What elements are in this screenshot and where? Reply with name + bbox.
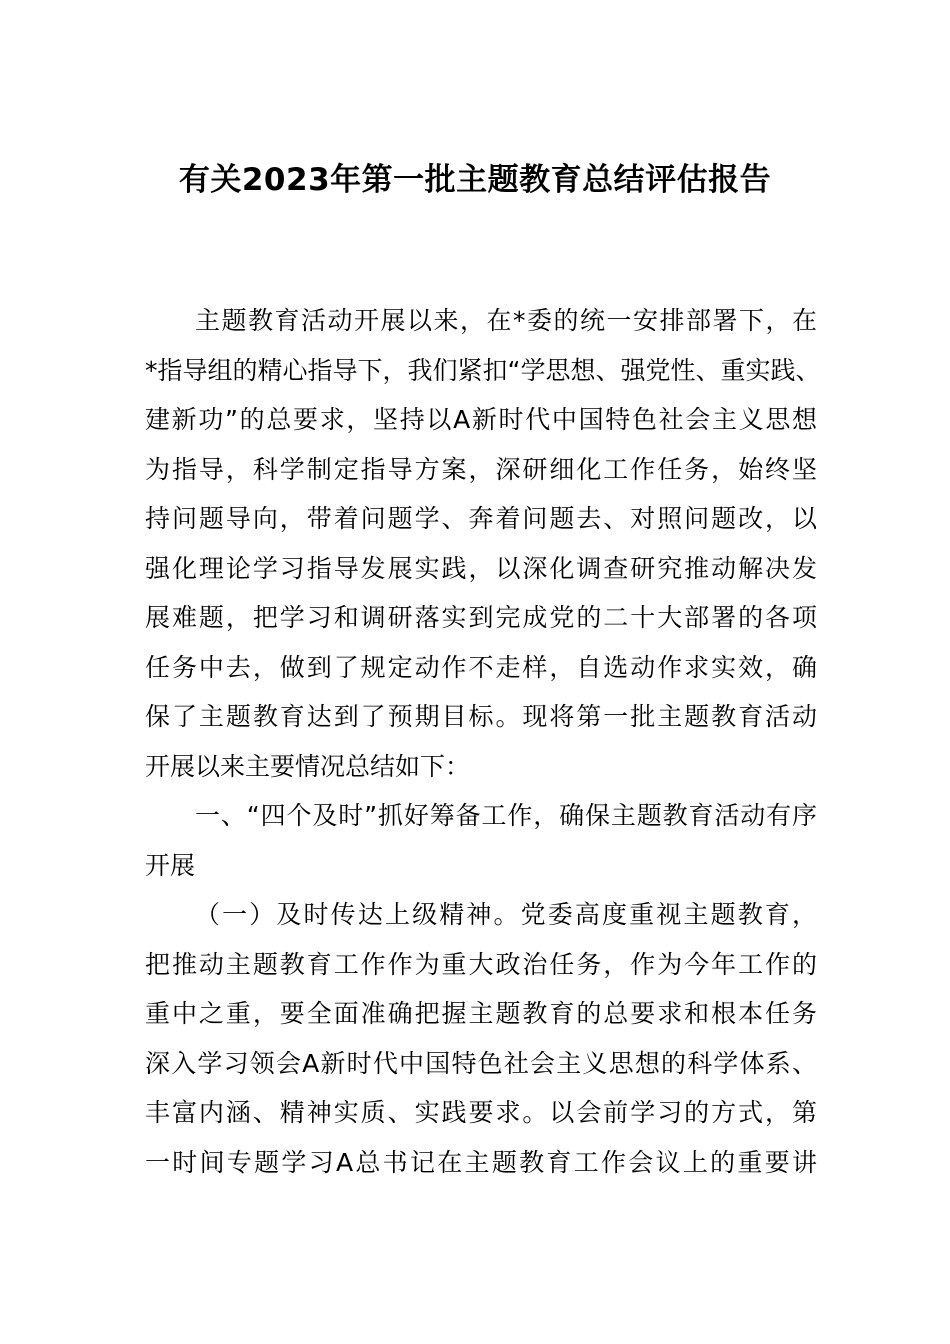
section-heading-line: 一、“四个及时”抓好筹备工作，确保主题教育活动有序	[195, 801, 817, 830]
paragraph-line: （一）及时传达上级精神。党委高度重视主题教育，	[195, 900, 817, 929]
paragraph-line: 一时间专题学习A总书记在主题教育工作会议上的重要讲	[145, 1147, 817, 1177]
paragraph-line: 丰富内涵、精神实质、实践要求。以会前学习的方式，第	[145, 1098, 817, 1127]
paragraph-line: 持问题导向，带着问题学、奔着问题去、对照问题改，以	[145, 504, 817, 533]
document-title: 有关2023年第一批主题教育总结评估报告	[178, 162, 772, 198]
paragraph-line: 重中之重，要全面准确把握主题教育的总要求和根本任务	[145, 999, 817, 1028]
paragraph-line: 深入学习领会A新时代中国特色社会主义思想的科学体系、	[145, 1048, 817, 1078]
paragraph-line: 强化理论学习指导发展实践，以深化调查研究推动解决发	[145, 553, 817, 583]
paragraph-line: 保了主题教育达到了预期目标。现将第一批主题教育活动	[145, 702, 817, 731]
paragraph-line: 建新功”的总要求，坚持以A新时代中国特色社会主义思想	[145, 405, 817, 434]
paragraph-line: *指导组的精心指导下，我们紧扣“学思想、强党性、重实践、	[145, 355, 821, 385]
paragraph-line: 展难题，把学习和调研落实到完成党的二十大部署的各项	[145, 603, 817, 632]
section-heading-line: 开展	[145, 850, 196, 880]
document-body	[145, 296, 821, 1187]
paragraph-line: 为指导，科学制定指导方案，深研细化工作任务，始终坚	[145, 454, 817, 484]
paragraph-line: 把推动主题教育工作作为重大政治任务，作为今年工作的	[145, 949, 817, 979]
paragraph-line: 主题教育活动开展以来，在*委的统一安排部署下，在	[195, 306, 817, 335]
paragraph-line: 开展以来主要情况总结如下：	[145, 751, 471, 781]
paragraph-line: 任务中去，做到了规定动作不走样，自选动作求实效，确	[145, 652, 817, 682]
